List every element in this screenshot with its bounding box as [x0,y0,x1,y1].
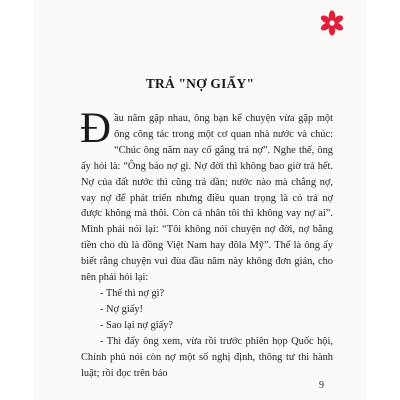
book-page [33,0,367,400]
dialogue-line: - Thế thì nợ gì? [100,287,165,299]
page-number: 9 [319,380,324,391]
dialogue-line: - Thì đấy ông xem, vừa rồi trước phiên họp Quốc hội, Chính phủ nói còn nợ một số nghị định, thông tư thi hành luật; rồi đọc trên báo [81,335,333,379]
drop-cap: Đ [80,105,112,152]
dialogue-line: - Nợ giấy! [100,303,144,315]
red-flower-logo-icon [319,10,345,36]
dialogue-line: - Sao lại nợ giấy? [100,319,174,331]
opening-paragraph [80,105,333,286]
body-text [80,105,333,381]
chapter-title: TRẢ "NỢ GIẤY" [145,76,255,91]
opening-paragraph-text: ầu năm gặp nhau, ông bạn kể chuyện vừa gặp một ông công tác trong một cơ quan nhà nước và chúc: “Chúc ông năm nay cố gắng trả nợ”. Nghe thế, ông ấy hỏi là: “Ông bảo nợ gì. Nợ đời thì không bao giờ trả hết. Nợ của đất nước thì cũng trả dần; nước nào mà chẳng nợ, vay nợ để phát triển nhưng điều quan trọng là có trả nợ được không mà thôi. Còn cá nhân tôi thì không vay nợ ai”. Mình phải nói lại: “Tôi không nói chuyện nợ đời, nợ bằng tiền cho dù là đồng Việt Nam hay đôla Mỹ”. Thế là ông ấy biết rằng chuyện vui đùa đầu năm này không đơn giản, cho nên phải hỏi lại: [81,113,333,284]
